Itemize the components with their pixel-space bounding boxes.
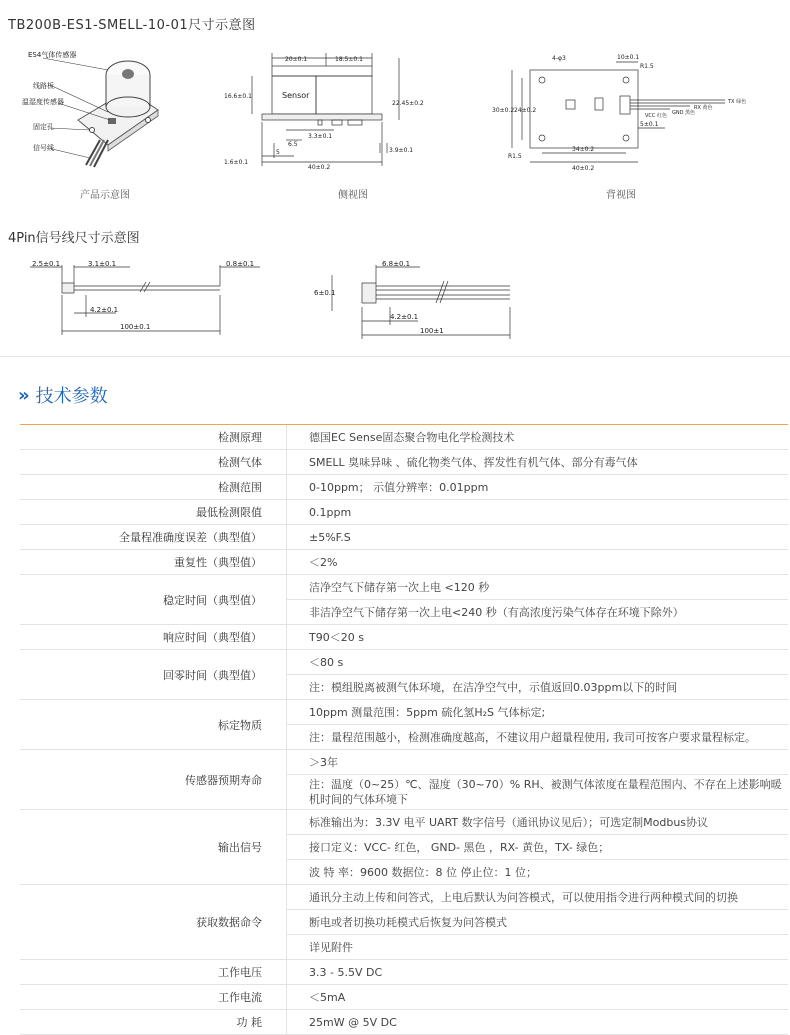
table-row xyxy=(20,500,788,525)
table-row xyxy=(20,550,788,575)
back-dim-r1-5-bottom: R1.5 xyxy=(508,153,522,160)
product-caption: 产品示意图 xyxy=(80,190,130,201)
spec-value: ＞3年 xyxy=(287,750,789,775)
cable-diagram-top xyxy=(310,255,540,340)
table-row xyxy=(20,575,788,600)
spec-key: 标定物质 xyxy=(20,700,287,750)
spec-key: 输出信号 xyxy=(20,810,287,885)
spec-key: 响应时间（典型值） xyxy=(20,625,287,650)
spec-key: 检测范围 xyxy=(20,475,287,500)
cable1-dim-0-8: 0.8±0.1 xyxy=(226,260,255,268)
product-label-pcb: 线路板 xyxy=(33,82,54,90)
spec-value: 0-10ppm； 示值分辨率：0.01ppm xyxy=(287,475,789,500)
table-row xyxy=(20,625,788,650)
side-view-diagram xyxy=(222,48,424,178)
back-view-diagram xyxy=(490,48,760,178)
side-dim-16-6: 16.6±0.1 xyxy=(224,93,252,100)
side-dim-3-9: 3.9±0.1 xyxy=(389,147,414,154)
spec-value: 通讯分主动上传和问答式，上电后默认为问答模式，可以使用指令进行两种模式间的切换 xyxy=(287,885,789,910)
product-illustration xyxy=(8,40,193,180)
side-dim-18-5: 18.5±0.1 xyxy=(335,56,363,63)
spec-key: 工作电流 xyxy=(20,985,287,1010)
table-row xyxy=(20,650,788,675)
cable1-dim-2-5: 2.5±0.1 xyxy=(32,260,61,268)
back-dim-10: 10±0.1 xyxy=(617,54,640,61)
back-dim-40: 40±0.2 xyxy=(572,165,595,172)
spec-value: 3.3 - 5.5V DC xyxy=(287,960,789,985)
spec-value: 非洁净空气下储存第一次上电<240 秒（有高浓度污染气体存在环境下除外） xyxy=(287,600,789,625)
spec-value: 注：温度（0~25）℃、湿度（30~70）% RH、被测气体浓度在量程范围内、不存在上述影响暖机时间的气体环境下 xyxy=(287,775,789,810)
spec-value: 0.1ppm xyxy=(287,500,789,525)
spec-value: 10ppm 测量范围：5ppm 硫化氢H₂S 气体标定; xyxy=(287,700,789,725)
spec-key: 全量程准确度误差（典型值） xyxy=(20,525,287,550)
table-row xyxy=(20,810,788,835)
product-label-humidity: 温湿度传感器 xyxy=(22,98,64,106)
spec-value: 接口定义：VCC- 红色， GND- 黑色 ，RX- 黄色，TX- 绿色； xyxy=(287,835,789,860)
table-row xyxy=(20,475,788,500)
table-row xyxy=(20,525,788,550)
spec-value: T90＜20 s xyxy=(287,625,789,650)
spec-value: ＜2% xyxy=(287,550,789,575)
spec-table xyxy=(20,425,788,1035)
table-row xyxy=(20,750,788,775)
spec-key: 检测气体 xyxy=(20,450,287,475)
back-dim-24: 24±0.2 xyxy=(514,107,537,114)
back-dim-5: 5±0.1 xyxy=(640,121,659,128)
cable1-dim-4-2: 4.2±0.1 xyxy=(90,306,119,314)
spec-key: 传感器预期寿命 xyxy=(20,750,287,810)
table-row xyxy=(20,1010,788,1035)
table-row xyxy=(20,985,788,1010)
cable2-dim-100: 100±1 xyxy=(420,327,444,335)
product-label-wire: 信号线 xyxy=(33,144,54,152)
spec-value: ＜80 s xyxy=(287,650,789,675)
spec-value: 洁净空气下储存第一次上电 <120 秒 xyxy=(287,575,789,600)
cable-section-title: 4Pin信号线尺寸示意图 xyxy=(8,231,140,246)
spec-value: 25mW @ 5V DC xyxy=(287,1010,789,1035)
table-row xyxy=(20,700,788,725)
spec-key: 重复性（典型值） xyxy=(20,550,287,575)
spec-key: 回零时间（典型值） xyxy=(20,650,287,700)
table-row xyxy=(20,885,788,910)
side-dim-22-45: 22.45±0.2 xyxy=(392,100,424,107)
spec-value: ＜5mA xyxy=(287,985,789,1010)
spec-value: 德国EC Sense固态聚合物电化学检测技术 xyxy=(287,425,789,450)
back-dim-r1-5-top: R1.5 xyxy=(640,63,654,70)
side-dim-40: 40±0.2 xyxy=(308,164,331,171)
side-sensor-label: Sensor xyxy=(282,91,310,100)
spec-value: 详见附件 xyxy=(287,935,789,960)
side-dim-5: 5 xyxy=(276,149,280,156)
back-pin-tx: TX 绿色 xyxy=(728,99,747,105)
table-row xyxy=(20,960,788,985)
back-caption: 背视图 xyxy=(606,190,636,201)
cable2-dim-6: 6±0.1 xyxy=(314,289,336,297)
spec-value: ±5%F.S xyxy=(287,525,789,550)
back-pin-rx: RX 黄色 xyxy=(694,105,713,111)
spec-key: 获取数据命令 xyxy=(20,885,287,960)
spec-value: 注：量程范围越小，检测准确度越高，不建议用户超量程使用, 我司可按客户要求量程标定。 xyxy=(287,725,789,750)
side-dim-6-5: 6.5 xyxy=(288,141,298,148)
spec-key: 工作电压 xyxy=(20,960,287,985)
back-pin-vcc: VCC 红色 xyxy=(645,113,667,119)
cable1-dim-3-1: 3.1±0.1 xyxy=(88,260,117,268)
spec-value: 注：模组脱离被测气体环境，在洁净空气中，示值返回0.03ppm以下的时间 xyxy=(287,675,789,700)
product-label-hole: 固定孔 xyxy=(33,123,54,131)
spec-value: 标准输出为：3.3V 电平 UART 数字信号（通讯协议见后）；可选定制Modbus协议 xyxy=(287,810,789,835)
spec-value: 断电或者切换功耗模式后恢复为问答模式 xyxy=(287,910,789,935)
section-heading xyxy=(18,382,108,408)
section-divider xyxy=(0,356,790,357)
double-chevron-icon: » xyxy=(18,384,24,406)
table-row xyxy=(20,450,788,475)
spec-value: 波 特 率：9600 数据位：8 位 停止位：1 位； xyxy=(287,860,789,885)
spec-key: 稳定时间（典型值） xyxy=(20,575,287,625)
table-row xyxy=(20,425,788,450)
side-dim-1-6: 1.6±0.1 xyxy=(224,159,249,166)
spec-key: 检测原理 xyxy=(20,425,287,450)
cable2-dim-4-2: 4.2±0.1 xyxy=(390,313,419,321)
cable1-dim-100: 100±0.1 xyxy=(120,323,151,331)
spec-key: 最低检测限值 xyxy=(20,500,287,525)
side-dim-3-3: 3.3±0.1 xyxy=(308,133,333,140)
cable2-dim-6-8: 6.8±0.1 xyxy=(382,260,411,268)
spec-key: 功 耗 xyxy=(20,1010,287,1035)
side-dim-20: 20±0.1 xyxy=(285,56,308,63)
side-caption: 侧视图 xyxy=(338,190,368,201)
product-label-sensor: ES4气体传感器 xyxy=(28,51,77,59)
spec-value: SMELL 臭味异味 、硫化物类气体、挥发性有机气体、部分有毒气体 xyxy=(287,450,789,475)
back-dim-holes: 4-φ3 xyxy=(552,55,566,62)
cable-diagram-side xyxy=(20,255,270,340)
back-dim-30: 30±0.2 xyxy=(492,107,515,114)
section-title: 技术参数 xyxy=(35,386,108,407)
back-pin-gnd: GND 黑色 xyxy=(672,110,696,116)
back-dim-34: 34±0.2 xyxy=(572,146,595,153)
page-title: TB200B-ES1-SMELL-10-01尺寸示意图 xyxy=(8,18,256,33)
